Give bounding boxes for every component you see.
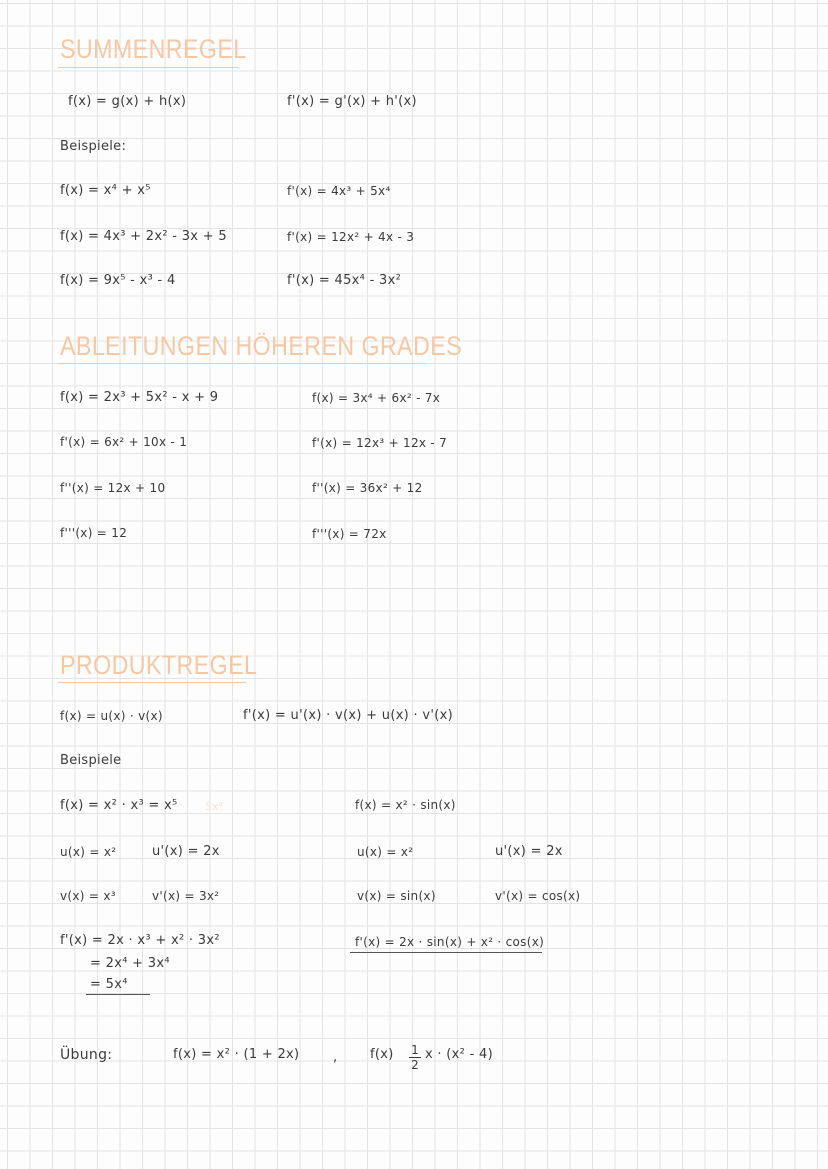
result-underline xyxy=(86,994,150,995)
prod-rule-right: f'(x) = u'(x) · v(x) + u(x) · v'(x) xyxy=(243,708,453,723)
sum-example-fp: f'(x) = 45x⁴ - 3x² xyxy=(287,273,402,288)
higher-derivative-right: f'(x) = 12x³ + 12x - 7 xyxy=(312,436,448,450)
prod-ex1-faint-note: 5x⁴ xyxy=(205,800,223,813)
prod-ex1-fp-line2: = 2x⁴ + 3x⁴ xyxy=(90,956,170,971)
uebung-label: Übung: xyxy=(60,1047,113,1063)
prod-ex1-fp-line3: = 5x⁴ xyxy=(90,977,128,992)
sum-example-f: f(x) = x⁴ + x⁵ xyxy=(60,183,151,198)
prod-rule-left: f(x) = u(x) · v(x) xyxy=(60,709,163,723)
higher-derivative-left: f''(x) = 12x + 10 xyxy=(60,481,166,495)
higher-derivative-right: f''(x) = 36x² + 12 xyxy=(312,481,423,495)
prod-ex1-v: v(x) = x³ xyxy=(60,889,116,903)
heading-underline xyxy=(58,67,238,68)
heading-produktregel: PRODUKTREGEL xyxy=(60,650,258,680)
higher-derivative-left: f'''(x) = 12 xyxy=(60,526,128,540)
prod-ex2-v: v(x) = sin(x) xyxy=(357,889,436,903)
result-underline xyxy=(350,952,542,953)
sum-rule-left: f(x) = g(x) + h(x) xyxy=(68,94,187,109)
prod-ex1-vp: v'(x) = 3x² xyxy=(152,889,220,903)
heading-underline xyxy=(58,682,246,683)
fraction-numerator: 1 xyxy=(411,1043,419,1057)
uebung-fraction xyxy=(409,1044,421,1071)
uebung-task-1: f(x) = x² · (1 + 2x) xyxy=(173,1047,300,1062)
higher-derivative-left: f(x) = 2x³ + 5x² - x + 9 xyxy=(60,390,219,405)
higher-derivative-right: f(x) = 3x⁴ + 6x² - 7x xyxy=(312,391,441,405)
higher-derivative-right: f'''(x) = 72x xyxy=(312,527,387,541)
prod-ex1-up: u'(x) = 2x xyxy=(152,844,220,859)
sum-example-f: f(x) = 9x⁵ - x³ - 4 xyxy=(60,273,176,288)
prod-ex1-u: u(x) = x² xyxy=(60,845,117,859)
prod-ex2-f: f(x) = x² · sin(x) xyxy=(355,798,456,812)
uebung-task-2-rest: x · (x² - 4) xyxy=(425,1047,493,1062)
prod-ex2-u: u(x) = x² xyxy=(357,845,414,859)
sum-example-fp: f'(x) = 4x³ + 5x⁴ xyxy=(287,184,391,198)
prod-ex2-vp: v'(x) = cos(x) xyxy=(495,889,581,903)
sum-rule-right: f'(x) = g'(x) + h'(x) xyxy=(287,94,417,109)
uebung-task-2-prefix: f(x) xyxy=(370,1047,394,1062)
sum-example-f: f(x) = 4x³ + 2x² - 3x + 5 xyxy=(60,229,227,244)
higher-derivative-left: f'(x) = 6x² + 10x - 1 xyxy=(60,435,188,449)
uebung-separator: , xyxy=(333,1050,338,1065)
heading-ableitungen: ABLEITUNGEN HÖHEREN GRADES xyxy=(60,331,463,361)
prod-examples-label: Beispiele xyxy=(60,753,122,768)
sum-example-fp: f'(x) = 12x² + 4x - 3 xyxy=(287,230,415,244)
prod-ex1-f: f(x) = x² · x³ = x⁵ xyxy=(60,798,178,813)
prod-ex2-up: u'(x) = 2x xyxy=(495,844,563,859)
prod-ex2-fp: f'(x) = 2x · sin(x) + x² · cos(x) xyxy=(355,935,545,949)
heading-underline xyxy=(58,363,426,364)
sum-examples-label: Beispiele: xyxy=(60,139,127,154)
prod-ex1-fp-line1: f'(x) = 2x · x³ + x² · 3x² xyxy=(60,933,220,948)
fraction-denominator: 2 xyxy=(411,1058,419,1072)
heading-summenregel: SUMMENREGEL xyxy=(60,34,247,64)
